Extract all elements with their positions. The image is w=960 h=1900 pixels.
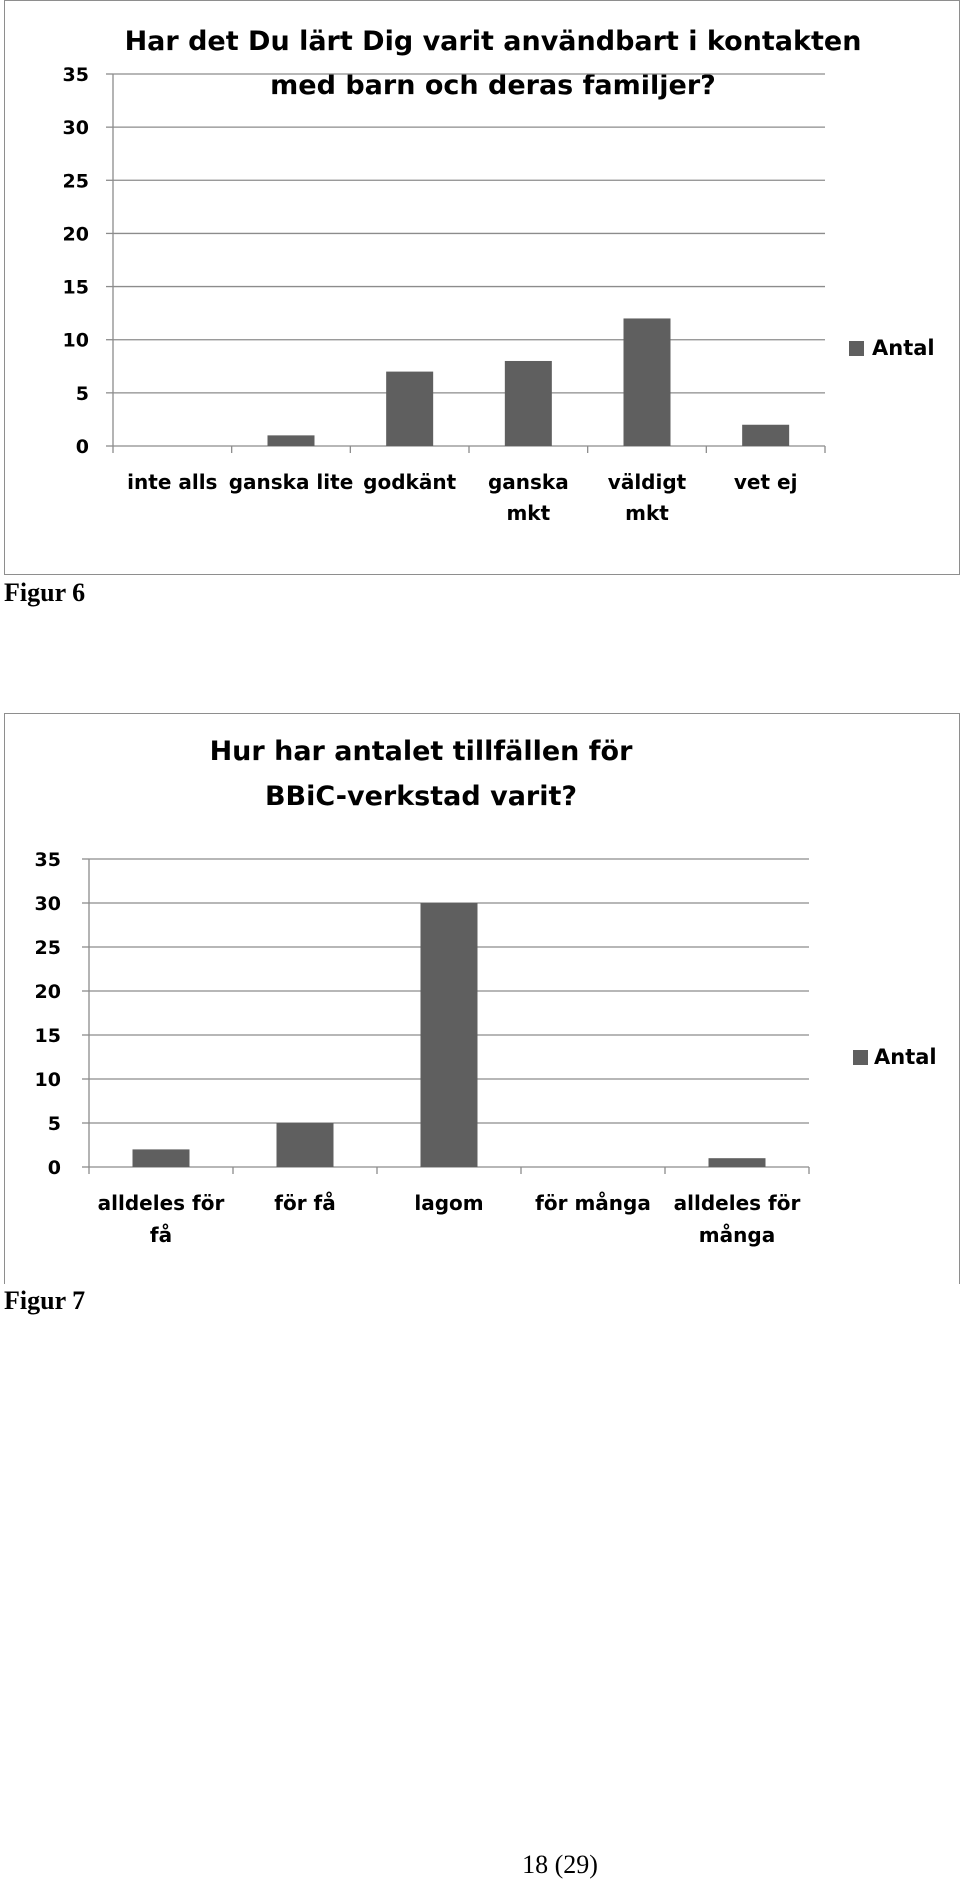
chart-1-title-line: Har det Du lärt Dig varit användbart i kontakten (124, 26, 862, 57)
chart-2-title-line: Hur har antalet tillfällen för (209, 736, 633, 767)
chart-1-bar-6 (742, 425, 789, 446)
chart-2-y-tick-label: 20 (34, 981, 61, 1003)
chart-1-y-tick-label: 15 (62, 276, 89, 299)
chart-1-frame (4, 0, 960, 575)
chart-1-category-label: mkt (506, 501, 551, 525)
chart-2-y-tick-label: 35 (34, 849, 61, 871)
chart-2-y-tick-label: 10 (34, 1069, 61, 1091)
chart-1-legend-swatch (849, 341, 864, 356)
chart-2-bar-2 (277, 1123, 334, 1167)
chart-2-category-label: för få (274, 1191, 336, 1215)
chart-2-svg (5, 714, 959, 1284)
chart-2-bar-1 (133, 1149, 190, 1167)
figure-7-caption: Figur 7 (4, 1286, 86, 1315)
chart-2-y-tick-label: 5 (47, 1113, 61, 1135)
chart-1-svg (5, 1, 959, 574)
chart-1-bar-3 (386, 372, 433, 446)
chart-2-category-label: många (698, 1223, 776, 1247)
chart-1-y-tick-label: 35 (62, 64, 89, 86)
chart-1-y-tick-label: 10 (62, 329, 89, 352)
chart-1-category-label: ganska lite (228, 470, 354, 494)
chart-2-legend-label: Antal (874, 1045, 937, 1069)
chart-2-bar-5 (709, 1158, 766, 1167)
chart-1-title-line: med barn och deras familjer? (270, 70, 716, 101)
chart-1-y-tick-label: 25 (62, 170, 89, 193)
chart-2-legend-swatch (853, 1050, 868, 1065)
chart-1-category-label: ganska (487, 470, 569, 494)
chart-2-category-label: lagom (414, 1191, 484, 1215)
chart-1-legend-label: Antal (872, 336, 935, 360)
chart-2-category-label: för många (535, 1191, 651, 1215)
chart-1-category-label: godkänt (363, 470, 457, 494)
figure-6-caption: Figur 6 (4, 578, 86, 607)
chart-1-category-label: inte alls (127, 470, 218, 494)
chart-1-y-tick-label: 30 (62, 117, 89, 140)
chart-1-y-tick-label: 0 (75, 436, 89, 458)
chart-2-category-label: alldeles för (673, 1191, 801, 1215)
chart-2-frame (4, 713, 960, 1284)
chart-2-y-tick-label: 25 (34, 937, 61, 959)
chart-1-bar-2 (268, 435, 315, 446)
chart-1-category-label: väldigt (607, 470, 687, 494)
chart-2-category-label: alldeles för (97, 1191, 225, 1215)
chart-2-title-line: BBiC-verkstad varit? (264, 781, 578, 812)
chart-2-category-label: få (149, 1223, 173, 1247)
chart-2-bar-3 (421, 903, 478, 1167)
chart-2-y-tick-label: 30 (34, 893, 61, 915)
chart-1-y-tick-label: 5 (75, 382, 89, 405)
chart-1-bar-4 (505, 361, 552, 446)
chart-1-y-tick-label: 20 (62, 223, 89, 246)
page-number: 18 (29) (522, 1850, 598, 1879)
chart-1-category-label: vet ej (733, 470, 798, 494)
chart-2-y-tick-label: 0 (47, 1157, 61, 1179)
chart-2-y-tick-label: 15 (34, 1025, 61, 1047)
chart-1-bar-5 (624, 318, 671, 446)
chart-1-category-label: mkt (625, 501, 669, 525)
